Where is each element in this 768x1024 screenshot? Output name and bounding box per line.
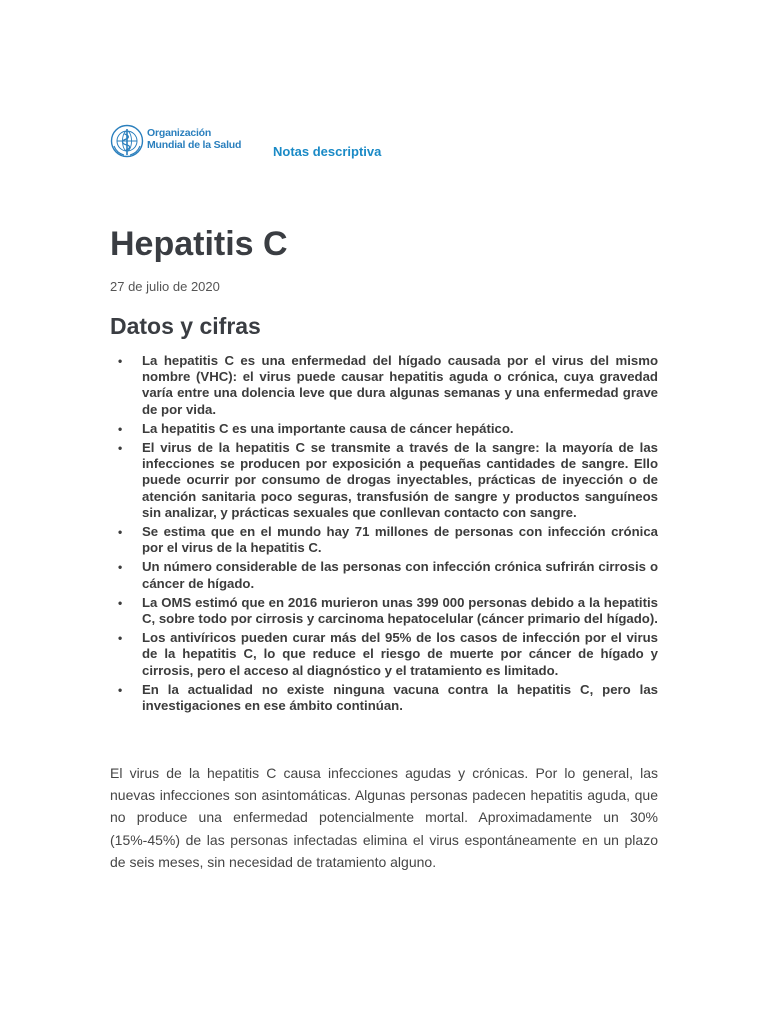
fact-item: [110, 682, 658, 714]
who-emblem-icon: [110, 124, 144, 158]
who-logo[interactable]: [110, 124, 270, 158]
notes-descriptive-link[interactable]: Notas descriptiva: [273, 144, 382, 159]
fact-item: [110, 353, 658, 418]
bullet-icon: •: [118, 631, 123, 646]
fact-text: El virus de la hepatitis C se transmite a través de la sangre: la mayoría de las infecciones se producen por exposición a pequeñas cantidades de sangre. Ello puede ocurrir por consumo de drogas inyectables, prácticas de inyección o de atención sanitaria poco seguras, transfusión de sangre y productos sanguíneos sin analizar, y prácticas sexuales que conllevan contacto con sangre.: [142, 440, 658, 520]
fact-text: Los antivíricos pueden curar más del 95% de los casos de infección por el virus de la hepatitis C, lo que reduce el riesgo de muerte por cáncer de hígado y cirrosis, pero el acceso al diagnóstico y el tratamiento es limitado.: [142, 630, 658, 678]
who-logo-text: [147, 127, 241, 151]
fact-item: [110, 421, 658, 437]
fact-text: En la actualidad no existe ninguna vacuna contra la hepatitis C, pero las investigaciones en ese ámbito continúan.: [142, 681, 658, 714]
section-title: Datos y cifras: [110, 313, 261, 339]
fact-item: [110, 440, 658, 521]
bullet-icon: •: [118, 421, 123, 436]
body-paragraph: El virus de la hepatitis C causa infecciones agudas y crónicas. Por lo general, las nuevas infecciones son asintomáticas. Algunas personas padecen hepatitis aguda, que no produce una enfermedad potencialmente mortal. Aproximadamente un 30% (15%-45%) de las personas infectadas elimina el virus espontáneamente en un plazo de seis meses, sin necesidad de tratamiento alguno.: [110, 765, 658, 870]
fact-text: La hepatitis C es una enfermedad del hígado causada por el virus del mismo nombre (VHC): el virus puede causar hepatitis aguda o crónica, cuya gravedad varía entre una dolencia leve que dura algunas semanas y una enfermedad grave de por vida.: [142, 353, 658, 417]
facts-list: [110, 353, 658, 717]
fact-item: [110, 559, 658, 591]
bullet-icon: •: [118, 525, 123, 540]
logo-line-2: Mundial de la Salud: [147, 139, 242, 151]
publication-date: 27 de julio de 2020: [110, 279, 220, 294]
fact-text: La OMS estimó que en 2016 murieron unas 399 000 personas debido a la hepatitis C, sobre todo por cirrosis y carcinoma hepatocelular (cáncer primario del hígado).: [142, 594, 658, 627]
fact-item: [110, 524, 658, 556]
page-header: [110, 124, 670, 160]
page-title: Hepatitis C: [110, 225, 288, 263]
fact-text: Un número considerable de las personas con infección crónica sufrirán cirrosis o cáncer de hígado.: [142, 559, 658, 591]
fact-text: Se estima que en el mundo hay 71 millones de personas con infección crónica por el virus de la hepatitis C.: [142, 524, 658, 556]
bullet-icon: •: [118, 441, 123, 456]
bullet-icon: •: [118, 560, 123, 575]
fact-text: La hepatitis C es una importante causa de cáncer hepático.: [142, 420, 514, 436]
fact-item: [110, 595, 658, 627]
bullet-icon: •: [118, 682, 123, 697]
bullet-icon: •: [118, 354, 123, 368]
logo-line-1: Organización: [147, 127, 212, 139]
bullet-icon: •: [118, 595, 123, 610]
fact-item: [110, 630, 658, 679]
